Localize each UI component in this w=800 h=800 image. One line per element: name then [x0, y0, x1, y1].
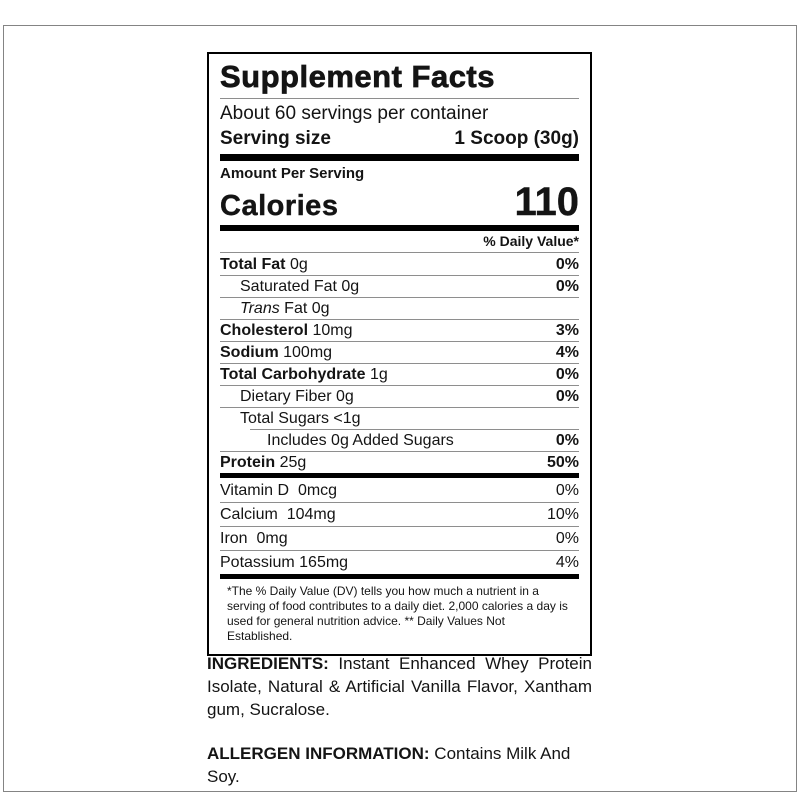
nutrient-amount: 1g [369, 366, 388, 383]
nutrient-name: Total Fat [220, 255, 286, 273]
allergen-label: ALLERGEN INFORMATION: [207, 744, 430, 763]
row-left [220, 342, 332, 363]
nutrient-row [220, 407, 579, 429]
panel-title: Supplement Facts [220, 59, 495, 94]
nutrient-daily-value: 4% [555, 344, 579, 361]
row-left [220, 320, 353, 341]
serving-size-row [220, 126, 579, 151]
calories-value: 110 [514, 180, 579, 224]
row-left [240, 298, 330, 319]
nutrient-daily-value: 50% [546, 454, 579, 471]
row-left [220, 479, 337, 502]
nutrient-amount: 0g [341, 278, 360, 295]
nutrient-daily-value: 0% [555, 388, 579, 405]
below-panel-text [207, 652, 592, 788]
nutrient-daily-value: 0% [555, 431, 579, 449]
row-left [240, 276, 359, 297]
row-left [240, 408, 361, 429]
allergen-paragraph [207, 742, 592, 788]
nutrient-name: Total Sugars [240, 410, 329, 427]
calories-row [220, 180, 579, 224]
nutrient-name: Includes 0g Added Sugars [267, 431, 454, 449]
nutrient-amount: 100mg [283, 344, 333, 361]
ingredients-paragraph [207, 652, 592, 721]
ingredients-text: Instant Enhanced Whey Protein Isolate, Natural & Artificial Vanilla Flavor, Xantham gum, Sucralose. [207, 654, 592, 719]
nutrient-row [220, 319, 579, 341]
nutrient-rows [220, 253, 579, 473]
nutrient-amount: 0g [311, 300, 330, 317]
vitamin-row [220, 502, 579, 526]
nutrient-amount: 0g [289, 255, 308, 273]
daily-value-header: % Daily Value* [220, 231, 579, 253]
nutrient-daily-value: 10% [546, 506, 579, 523]
nutrient-name: Calcium [220, 506, 278, 523]
servings-per-container: About 60 servings per container [220, 103, 489, 124]
row-left [267, 430, 454, 451]
vitamin-row [220, 478, 579, 502]
nutrient-row [220, 253, 579, 275]
row-left [220, 503, 336, 526]
row-left [220, 527, 288, 550]
nutrient-name: Iron [220, 530, 248, 547]
nutrient-name: Fat [284, 300, 308, 317]
row-left [240, 386, 354, 407]
title-divider [220, 98, 579, 99]
nutrient-amount: <1g [333, 410, 361, 427]
nutrient-daily-value: 0% [555, 278, 579, 295]
allergen-text: Contains Milk And Soy. [207, 744, 571, 786]
nutrient-name: Protein [220, 454, 276, 471]
vitamin-row [220, 550, 579, 574]
nutrient-daily-value: 0% [555, 530, 579, 547]
nutrient-name: Cholesterol [220, 322, 309, 339]
amount-per-serving-label: Amount Per Serving [220, 165, 365, 182]
nutrient-amount: 25g [279, 454, 307, 471]
serving-size-label: Serving size [220, 128, 331, 149]
nutrient-row [220, 363, 579, 385]
nutrient-daily-value: 3% [555, 322, 579, 339]
nutrient-name-italic: Trans [240, 300, 280, 317]
nutrient-amount: 0mg [256, 530, 288, 547]
nutrient-name: Dietary Fiber [240, 388, 332, 405]
row-left [220, 452, 306, 473]
row-left [220, 364, 388, 385]
supplement-facts-panel [207, 52, 592, 656]
nutrient-amount: 165mg [299, 554, 349, 571]
nutrient-daily-value: 4% [555, 554, 579, 571]
nutrient-row [220, 451, 579, 473]
ingredients-label: INGREDIENTS: [207, 654, 329, 673]
nutrient-row [220, 429, 579, 451]
calories-label: Calories [220, 190, 339, 222]
nutrient-amount: 0mcg [297, 481, 338, 499]
nutrient-daily-value: 0% [555, 366, 579, 383]
nutrient-row [220, 385, 579, 407]
nutrient-name: Potassium [220, 554, 295, 571]
vitamin-rows [220, 478, 579, 574]
nutrient-amount: 104mg [286, 506, 336, 523]
nutrient-amount: 0g [336, 388, 354, 405]
nutrient-name: Total Carbohydrate [220, 366, 366, 383]
nutrient-name: Vitamin D [220, 481, 290, 499]
row-left [220, 254, 308, 275]
nutrient-daily-value: 0% [555, 255, 579, 273]
row-left [220, 551, 348, 574]
nutrient-name: Sodium [220, 344, 279, 361]
serving-size-value: 1 Scoop (30g) [454, 128, 579, 149]
nutrient-row [220, 297, 579, 319]
daily-value-footnote: *The % Daily Value (DV) tells you how much a nutrient in a serving of food contributes to a daily diet. 2,000 calories a day is used for general nutrition advice. ** Daily Values Not Established. [227, 584, 568, 643]
nutrient-row [220, 275, 579, 297]
nutrient-amount: 10mg [312, 322, 353, 339]
thick-divider [220, 154, 579, 161]
nutrient-daily-value: 0% [555, 481, 579, 499]
nutrient-row [220, 341, 579, 363]
vitamin-row [220, 526, 579, 550]
nutrient-name: Saturated Fat [240, 278, 337, 295]
